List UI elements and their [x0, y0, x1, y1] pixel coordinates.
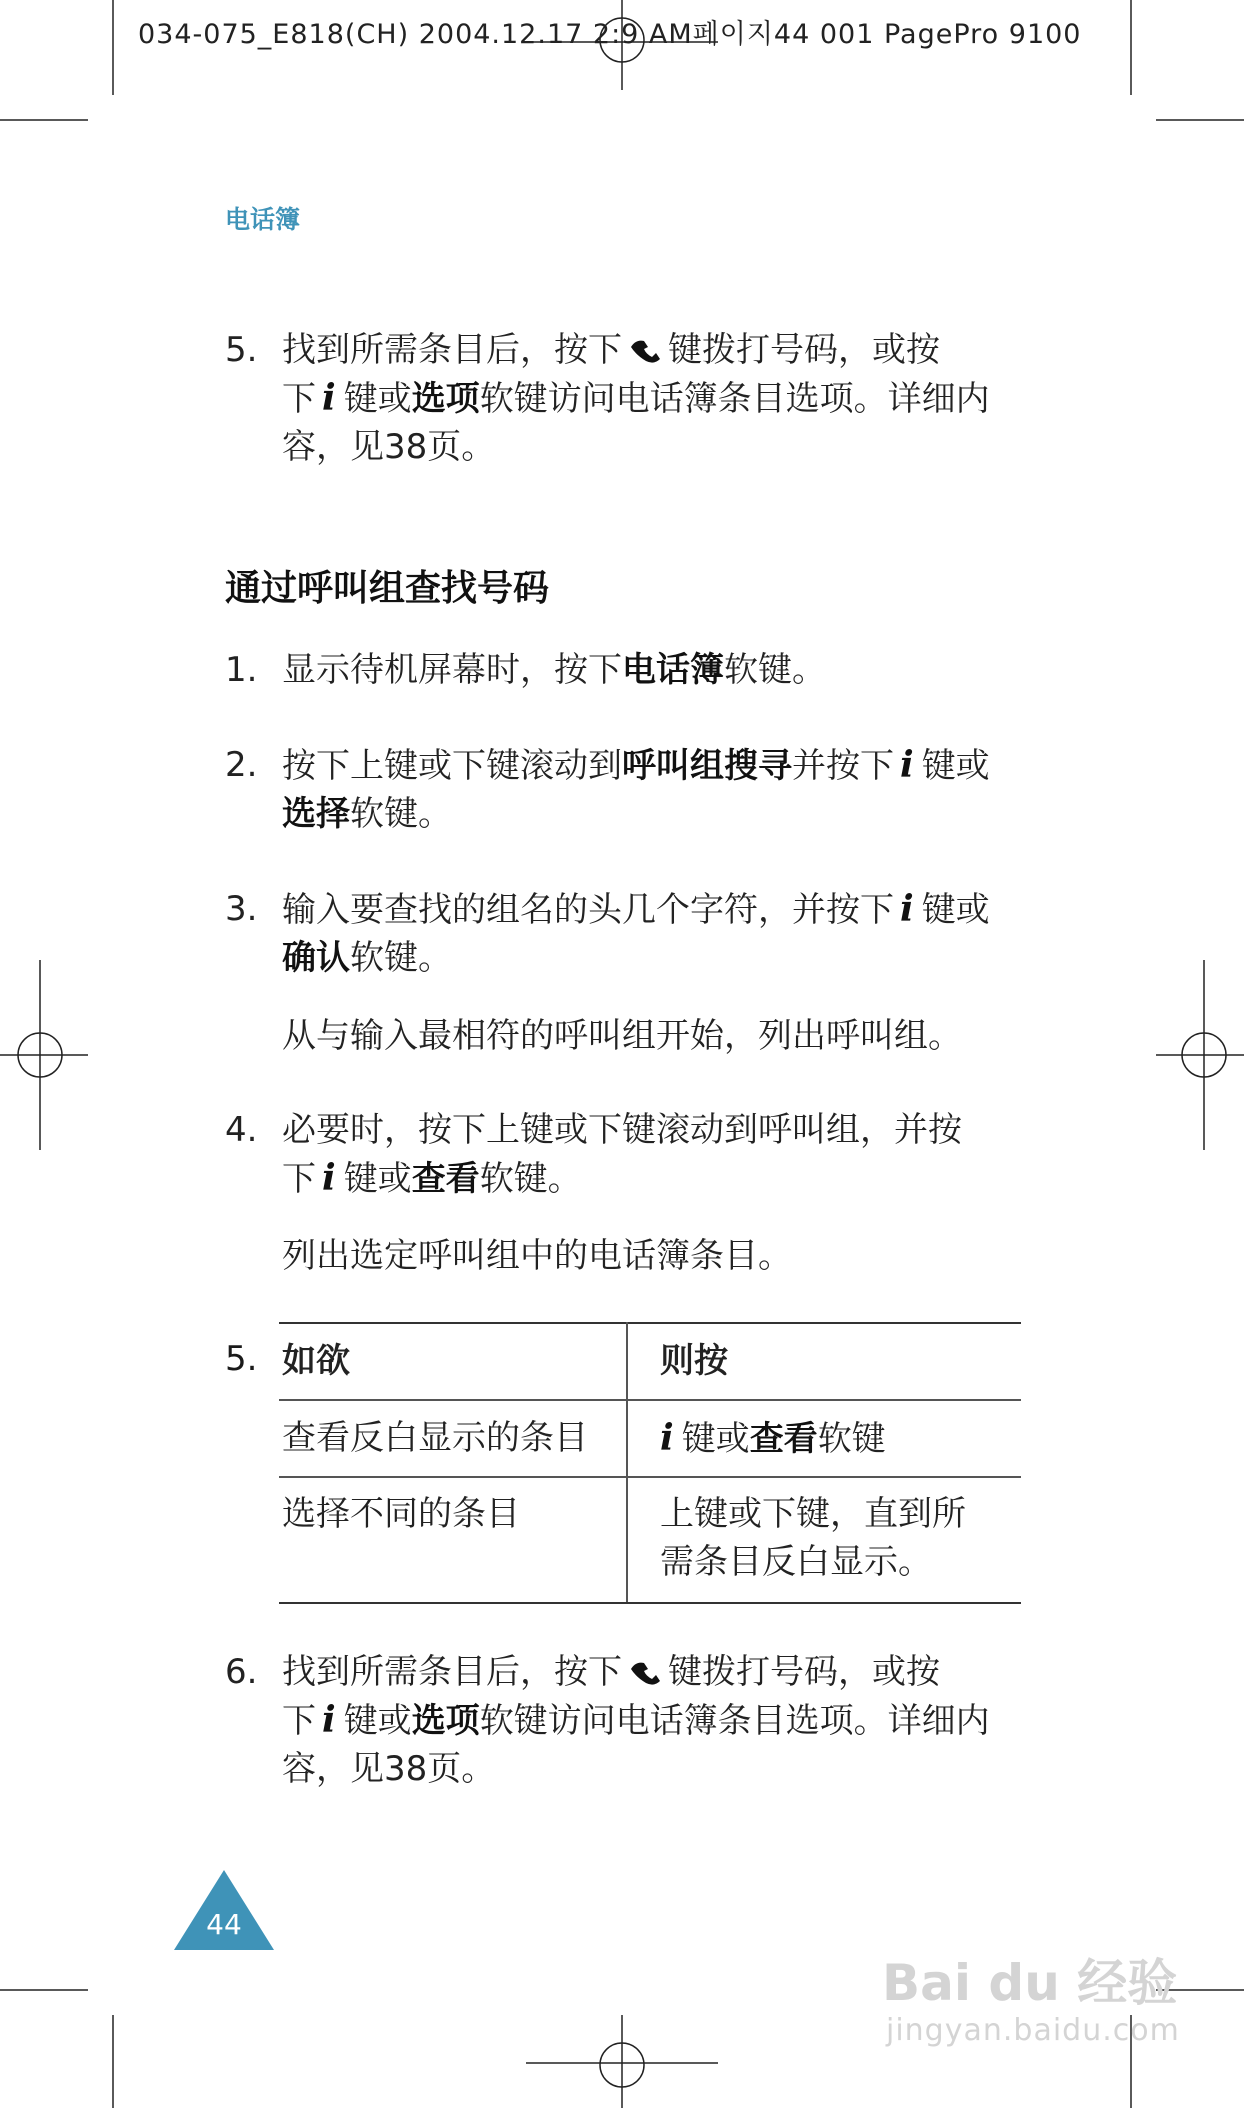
cell-text: 需条目反白显示。	[660, 1542, 932, 1582]
step-5-top	[225, 326, 1015, 471]
step-text: 键或	[343, 379, 412, 419]
step-text: 按下上键或下键滚动到	[282, 746, 622, 786]
softkey-label: 查看	[411, 1159, 480, 1199]
table-rule-bottom	[279, 1602, 1021, 1604]
info-key-icon: i	[900, 888, 914, 930]
step-text: 显示待机屏幕时，按下	[282, 650, 622, 690]
info-key-icon: i	[900, 744, 914, 786]
cell-text: 键或	[681, 1419, 750, 1459]
page-number: 44	[206, 1908, 242, 1941]
step-text: 键或	[921, 746, 990, 786]
table-cell: 查看反白显示的条目	[282, 1418, 588, 1458]
step-number: 5.	[225, 330, 258, 370]
call-key-icon	[628, 1657, 662, 1687]
subheading: 通过呼叫组查找号码	[225, 568, 550, 609]
menu-label: 呼叫组搜寻	[622, 746, 792, 786]
step-text: 容，见38页。	[282, 427, 496, 467]
step-number: 3.	[225, 889, 258, 929]
table-rule	[279, 1476, 1021, 1478]
softkey-label: 选项	[411, 1701, 480, 1741]
softkey-label: 选择	[282, 794, 350, 834]
step-text: 软键访问电话簿条目选项。详细内	[479, 379, 990, 419]
step-text: 键或	[343, 1701, 412, 1741]
watermark-brand: Bai du 经验	[882, 1954, 1178, 2012]
step-text: 找到所需条目后，按下	[282, 1652, 622, 1692]
step-text: 键拨打号码，或按	[668, 1652, 940, 1692]
table-cell	[660, 1490, 966, 1586]
info-key-icon: i	[660, 1417, 674, 1459]
step-number: 5.	[225, 1339, 258, 1379]
softkey-label: 电话簿	[622, 650, 724, 690]
step-text: 软键。	[350, 794, 452, 834]
section-label: 电话簿	[225, 205, 301, 234]
info-key-icon: i	[322, 1699, 336, 1741]
step-6	[225, 1648, 1015, 1793]
step-text: 下	[282, 1701, 316, 1741]
table-header-left: 如欲	[282, 1341, 350, 1381]
step-4	[225, 1106, 1015, 1203]
step-number: 2.	[225, 745, 258, 785]
watermark	[882, 1935, 1192, 2065]
step-text: 软键。	[724, 650, 826, 690]
step-text: 必要时，按下上键或下键滚动到呼叫组，并按	[282, 1110, 962, 1150]
softkey-label: 查看	[749, 1419, 818, 1459]
info-key-icon: i	[322, 1157, 336, 1199]
table-column-divider	[626, 1322, 628, 1602]
step-3	[225, 885, 1015, 982]
call-key-icon	[628, 335, 662, 365]
step-3-note: 从与输入最相符的呼叫组开始，列出呼叫组。	[282, 1016, 962, 1056]
step-text: 容，见38页。	[282, 1749, 496, 1789]
step-text: 软键。	[479, 1159, 582, 1199]
table-cell	[660, 1414, 886, 1463]
step-text: 输入要查找的组名的头几个字符，并按下	[282, 890, 894, 930]
step-text: 并按下	[792, 746, 894, 786]
step-number: 6.	[225, 1652, 258, 1692]
step-1	[225, 646, 1015, 694]
page-number-tab	[174, 1870, 274, 1950]
watermark-url: jingyan.baidu.com	[886, 2013, 1180, 2048]
step-text: 键或	[343, 1159, 412, 1199]
step-2	[225, 741, 1015, 838]
step-text: 找到所需条目后，按下	[282, 330, 622, 370]
cell-text: 上键或下键，直到所	[660, 1494, 966, 1534]
table-cell: 选择不同的条目	[282, 1494, 520, 1534]
step-number: 1.	[225, 650, 258, 690]
step-text: 软键。	[350, 938, 452, 978]
softkey-label: 确认	[282, 938, 350, 978]
step-4-note: 列出选定呼叫组中的电话簿条目。	[282, 1236, 792, 1276]
table-header-right: 则按	[660, 1341, 728, 1381]
step-number: 4.	[225, 1110, 258, 1150]
softkey-label: 选项	[411, 379, 480, 419]
step-text: 下	[282, 379, 316, 419]
step-text: 键或	[921, 890, 990, 930]
table-rule-top	[279, 1322, 1021, 1324]
table-rule	[279, 1399, 1021, 1401]
step-text: 键拨打号码，或按	[668, 330, 940, 370]
step-text: 软键访问电话簿条目选项。详细内	[479, 1701, 990, 1741]
print-slug-line: 034-075_E818(CH) 2004.12.17 2:9 AM페이지44 001 PagePro 9100	[138, 19, 1082, 50]
cell-text: 软键	[817, 1419, 886, 1459]
info-key-icon: i	[322, 377, 336, 419]
step-text: 下	[282, 1159, 316, 1199]
